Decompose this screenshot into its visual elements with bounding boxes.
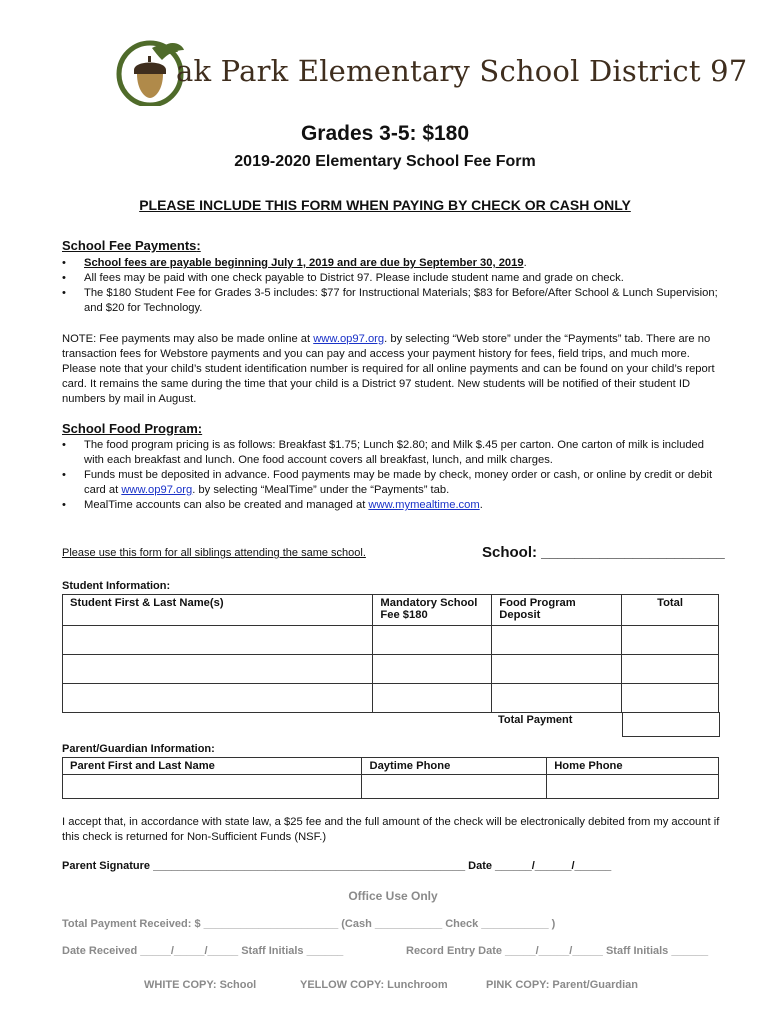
online-payment-note xyxy=(62,332,722,407)
col-student-name: Student First & Last Name(s) xyxy=(63,595,373,626)
op97-link[interactable]: www.op97.org xyxy=(313,333,385,345)
table-row xyxy=(63,684,719,713)
school-fee-cell[interactable] xyxy=(373,655,492,684)
total-cell[interactable] xyxy=(622,626,719,655)
school-fee-cell[interactable] xyxy=(373,684,492,713)
student-name-cell[interactable] xyxy=(63,626,373,655)
op97-food-link[interactable]: www.op97.org xyxy=(121,484,193,496)
fee-heading-colon: : xyxy=(196,238,201,253)
food-deposit-cell[interactable] xyxy=(492,684,622,713)
fee-heading-text: School Fee Payments xyxy=(62,238,197,253)
fee-due-date-period: . xyxy=(523,257,527,269)
page-title: Grades 3-5: $180 xyxy=(300,122,470,145)
student-name-cell[interactable] xyxy=(63,655,373,684)
food-heading xyxy=(62,421,202,436)
parent-name-cell[interactable] xyxy=(63,775,362,799)
list-item xyxy=(62,286,722,316)
table-row xyxy=(63,655,719,684)
white-copy-label: WHITE COPY: School xyxy=(144,979,257,991)
student-table xyxy=(62,594,719,713)
form-subtitle: 2019-2020 Elementary School Fee Form xyxy=(234,153,536,170)
food-deposit-text: Funds must be deposited in advance. Food payments may be made by check, money order or cash, or online by credit or debit card at xyxy=(84,469,713,496)
district-logo xyxy=(112,38,748,106)
nsf-consent: I accept that, in accordance with state law, a $25 fee and the full amount of the check will be electronically debited from my account if this check is returned for Non-Sufficient Funds (NSF.) xyxy=(62,816,720,843)
table-row xyxy=(63,775,719,799)
col-food-deposit: Food Program Deposit xyxy=(492,595,622,626)
fee-breakdown: The $180 Student Fee for Grades 3-5 includes: $77 for Instructional Materials; $83 for Before/After School & Lunch Supervision; and $20 for Technology. xyxy=(84,287,718,314)
list-item xyxy=(62,498,722,513)
note-prefix: NOTE: Fee payments may also be made online at xyxy=(62,333,314,345)
office-date-received: Date Received _____/_____/_____ Staff Initials ______ xyxy=(62,945,344,957)
mealtime-text: MealTime accounts can also be created and managed at xyxy=(84,499,369,511)
pink-copy-label: PINK COPY: Parent/Guardian xyxy=(486,979,638,991)
col-total: Total xyxy=(622,595,719,626)
mymealtime-link[interactable]: www.mymealtime.com xyxy=(368,499,480,511)
office-record-entry: Record Entry Date _____/_____/_____ Staff Initials ______ xyxy=(406,945,709,957)
table-row xyxy=(63,626,719,655)
col-parent-name: Parent First and Last Name xyxy=(63,758,362,775)
food-heading-colon: : xyxy=(197,421,203,436)
col-home-phone: Home Phone xyxy=(547,758,719,775)
food-deposit-cell[interactable] xyxy=(492,655,622,684)
list-item xyxy=(62,468,722,498)
parent-table xyxy=(62,757,719,799)
table-header-row xyxy=(63,595,719,626)
total-cell[interactable] xyxy=(622,655,719,684)
student-name-cell[interactable] xyxy=(63,684,373,713)
signature-line[interactable]: Parent Signature ___________________________________________________ Date ______/______/______ xyxy=(62,860,612,872)
fee-heading xyxy=(62,238,201,253)
daytime-phone-cell[interactable] xyxy=(362,775,547,799)
parent-section-label: Parent/Guardian Information: xyxy=(62,743,215,755)
total-payment-box[interactable] xyxy=(622,712,720,737)
list-item xyxy=(62,271,722,286)
list-item xyxy=(62,438,722,468)
fee-due-date: School fees are payable beginning July 1, 2019 and are due by September 30, 2019 xyxy=(84,257,524,269)
student-section-label: Student Information: xyxy=(62,580,171,592)
col-school-fee: Mandatory School Fee $180 xyxy=(373,595,492,626)
siblings-note: Please use this form for all siblings attending the same school. xyxy=(62,547,366,559)
office-use-title: Office Use Only xyxy=(348,889,438,903)
fee-check-info: All fees may be paid with one check payable to District 97. Please include student name and grade on check. xyxy=(84,272,624,284)
note-rest: . by selecting “Web store” under the “Payments” tab. There are no transaction fees for Webstore payments and you can pay and access your payment history for fees, field trips, and much more. Please note that your child’s student identification number is required for all online payments and can be found on your child’s report card. It remains the same during the time that your child is a District 97 student. New students will be notified of their student ID numbers by mail in August. xyxy=(62,333,715,405)
fee-bullets xyxy=(62,256,722,316)
list-item xyxy=(62,256,722,271)
food-pricing: The food program pricing is as follows: Breakfast $1.75; Lunch $2.80; and Milk $.45 per carton. One carton of milk is included with each breakfast and lunch. One food account covers all breakfast, lunch, and milk charges. xyxy=(84,439,704,466)
mealtime-period: . xyxy=(479,499,483,511)
school-fee-cell[interactable] xyxy=(373,626,492,655)
food-deposit-rest: . by selecting “MealTime” under the “Payments” tab. xyxy=(192,484,450,496)
school-field[interactable]: School: ______________________ xyxy=(482,544,725,561)
yellow-copy-label: YELLOW COPY: Lunchroom xyxy=(300,979,448,991)
col-daytime-phone: Daytime Phone xyxy=(362,758,547,775)
food-bullets xyxy=(62,438,722,513)
table-header-row xyxy=(63,758,719,775)
district-name: ak Park Elementary School District 97 xyxy=(176,54,748,88)
total-cell[interactable] xyxy=(622,684,719,713)
payment-notice: PLEASE INCLUDE THIS FORM WHEN PAYING BY CHECK OR CASH ONLY xyxy=(139,197,631,213)
food-heading-text: School Food Program xyxy=(62,421,198,436)
total-payment-label: Total Payment xyxy=(498,714,573,726)
office-payment-line: Total Payment Received: $ ______________________ (Cash ___________ Check ___________ ) xyxy=(62,918,556,930)
home-phone-cell[interactable] xyxy=(547,775,719,799)
food-deposit-cell[interactable] xyxy=(492,626,622,655)
